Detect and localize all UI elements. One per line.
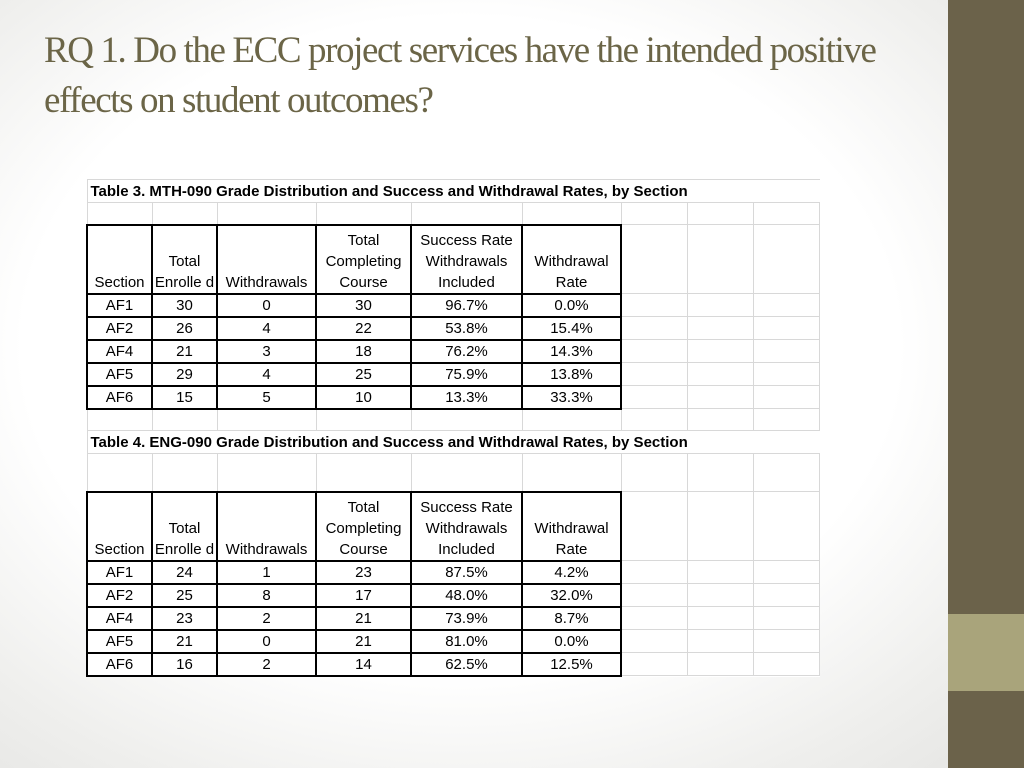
empty-cell — [621, 653, 687, 676]
value-cell: 29 — [152, 363, 217, 386]
empty-cell — [753, 607, 819, 630]
value-cell: 2 — [217, 607, 316, 630]
value-cell: 4 — [217, 317, 316, 340]
empty-cell — [152, 409, 217, 431]
value-cell: 25 — [316, 363, 411, 386]
value-cell: 53.8% — [411, 317, 522, 340]
empty-cell — [152, 203, 217, 225]
value-cell: 23 — [316, 561, 411, 584]
spacer-row — [87, 203, 819, 225]
empty-cell — [621, 225, 687, 294]
column-header: Withdrawals — [217, 225, 316, 294]
table-row — [87, 363, 819, 386]
table-row — [87, 340, 819, 363]
empty-cell — [753, 561, 819, 584]
empty-cell — [621, 386, 687, 409]
value-cell: 23 — [152, 607, 217, 630]
empty-cell — [687, 607, 753, 630]
empty-cell — [621, 561, 687, 584]
value-cell: 96.7% — [411, 294, 522, 317]
value-cell: 73.9% — [411, 607, 522, 630]
spacer-row — [87, 454, 819, 492]
section-cell: AF1 — [87, 294, 152, 317]
table-row — [87, 294, 819, 317]
empty-cell — [753, 630, 819, 653]
empty-cell — [621, 492, 687, 561]
table-row — [87, 630, 819, 653]
empty-cell — [687, 492, 753, 561]
column-header: Withdrawals — [217, 492, 316, 561]
value-cell: 4.2% — [522, 561, 621, 584]
empty-cell — [621, 363, 687, 386]
value-cell: 0 — [217, 630, 316, 653]
empty-cell — [316, 409, 411, 431]
column-header: Withdrawal Rate — [522, 492, 621, 561]
table-caption: Table 3. MTH-090 Grade Distribution and Success and Withdrawal Rates, by Section — [87, 180, 819, 203]
table-header-row — [87, 225, 819, 294]
value-cell: 14 — [316, 653, 411, 676]
empty-cell — [411, 409, 522, 431]
empty-cell — [316, 203, 411, 225]
table-row — [87, 386, 819, 409]
empty-cell — [753, 225, 819, 294]
value-cell: 1 — [217, 561, 316, 584]
empty-cell — [753, 363, 819, 386]
section-cell: AF5 — [87, 363, 152, 386]
value-cell: 8.7% — [522, 607, 621, 630]
value-cell: 16 — [152, 653, 217, 676]
slide-title: RQ 1. Do the ECC project services have the intended positive effects on student outcomes? — [44, 30, 876, 121]
empty-cell — [687, 340, 753, 363]
value-cell: 26 — [152, 317, 217, 340]
value-cell: 21 — [316, 607, 411, 630]
section-cell: AF5 — [87, 630, 152, 653]
empty-cell — [87, 203, 152, 225]
empty-cell — [687, 454, 753, 492]
table-caption-row — [87, 431, 819, 454]
column-header: Success Rate Withdrawals Included — [411, 492, 522, 561]
empty-cell — [753, 492, 819, 561]
empty-cell — [753, 340, 819, 363]
empty-cell — [753, 317, 819, 340]
column-header: Withdrawal Rate — [522, 225, 621, 294]
value-cell: 48.0% — [411, 584, 522, 607]
table-caption-row — [87, 180, 819, 203]
value-cell: 30 — [316, 294, 411, 317]
value-cell: 13.3% — [411, 386, 522, 409]
value-cell: 5 — [217, 386, 316, 409]
empty-cell — [753, 386, 819, 409]
value-cell: 21 — [152, 630, 217, 653]
value-cell: 10 — [316, 386, 411, 409]
value-cell: 0 — [217, 294, 316, 317]
table-row — [87, 561, 819, 584]
section-cell: AF2 — [87, 317, 152, 340]
value-cell: 17 — [316, 584, 411, 607]
empty-cell — [621, 340, 687, 363]
column-header: Total Enrolle d — [152, 492, 217, 561]
empty-cell — [687, 363, 753, 386]
table-row — [87, 584, 819, 607]
empty-cell — [87, 409, 152, 431]
empty-cell — [753, 409, 819, 431]
column-header: Total Completing Course — [316, 492, 411, 561]
empty-cell — [621, 294, 687, 317]
empty-cell — [621, 607, 687, 630]
empty-cell — [753, 203, 819, 225]
value-cell: 32.0% — [522, 584, 621, 607]
empty-cell — [411, 454, 522, 492]
value-cell: 0.0% — [522, 294, 621, 317]
empty-cell — [621, 409, 687, 431]
value-cell: 8 — [217, 584, 316, 607]
empty-cell — [621, 630, 687, 653]
empty-cell — [687, 409, 753, 431]
value-cell: 81.0% — [411, 630, 522, 653]
empty-cell — [621, 454, 687, 492]
slide-side-accent — [948, 614, 1024, 691]
empty-cell — [621, 203, 687, 225]
table-header-row — [87, 492, 819, 561]
empty-cell — [87, 454, 152, 492]
value-cell: 2 — [217, 653, 316, 676]
section-cell: AF6 — [87, 386, 152, 409]
value-cell: 30 — [152, 294, 217, 317]
section-cell: AF4 — [87, 607, 152, 630]
spreadsheet-table — [86, 179, 820, 677]
value-cell: 13.8% — [522, 363, 621, 386]
empty-cell — [687, 203, 753, 225]
value-cell: 3 — [217, 340, 316, 363]
empty-cell — [316, 454, 411, 492]
empty-cell — [621, 584, 687, 607]
empty-cell — [621, 317, 687, 340]
empty-cell — [522, 454, 621, 492]
value-cell: 22 — [316, 317, 411, 340]
value-cell: 62.5% — [411, 653, 522, 676]
column-header: Total Enrolle d — [152, 225, 217, 294]
value-cell: 4 — [217, 363, 316, 386]
empty-cell — [687, 294, 753, 317]
empty-cell — [687, 225, 753, 294]
empty-cell — [687, 386, 753, 409]
empty-cell — [411, 203, 522, 225]
column-header: Section — [87, 225, 152, 294]
spacer-row — [87, 409, 819, 431]
empty-cell — [522, 409, 621, 431]
table-row — [87, 317, 819, 340]
empty-cell — [753, 454, 819, 492]
empty-cell — [522, 203, 621, 225]
value-cell: 33.3% — [522, 386, 621, 409]
value-cell: 87.5% — [411, 561, 522, 584]
empty-cell — [217, 454, 316, 492]
value-cell: 14.3% — [522, 340, 621, 363]
table-row — [87, 653, 819, 676]
value-cell: 75.9% — [411, 363, 522, 386]
value-cell: 15.4% — [522, 317, 621, 340]
column-header: Success Rate Withdrawals Included — [411, 225, 522, 294]
empty-cell — [753, 584, 819, 607]
value-cell: 0.0% — [522, 630, 621, 653]
empty-cell — [687, 584, 753, 607]
value-cell: 25 — [152, 584, 217, 607]
empty-cell — [753, 653, 819, 676]
value-cell: 15 — [152, 386, 217, 409]
value-cell: 21 — [152, 340, 217, 363]
value-cell: 18 — [316, 340, 411, 363]
empty-cell — [217, 409, 316, 431]
value-cell: 76.2% — [411, 340, 522, 363]
value-cell: 21 — [316, 630, 411, 653]
section-cell: AF6 — [87, 653, 152, 676]
empty-cell — [687, 561, 753, 584]
column-header: Total Completing Course — [316, 225, 411, 294]
table-caption: Table 4. ENG-090 Grade Distribution and Success and Withdrawal Rates, by Section — [87, 431, 819, 454]
table-row — [87, 607, 819, 630]
empty-cell — [152, 454, 217, 492]
value-cell: 12.5% — [522, 653, 621, 676]
column-header: Section — [87, 492, 152, 561]
section-cell: AF1 — [87, 561, 152, 584]
section-cell: AF4 — [87, 340, 152, 363]
section-cell: AF2 — [87, 584, 152, 607]
empty-cell — [753, 294, 819, 317]
value-cell: 24 — [152, 561, 217, 584]
empty-cell — [687, 653, 753, 676]
empty-cell — [687, 630, 753, 653]
empty-cell — [217, 203, 316, 225]
empty-cell — [687, 317, 753, 340]
